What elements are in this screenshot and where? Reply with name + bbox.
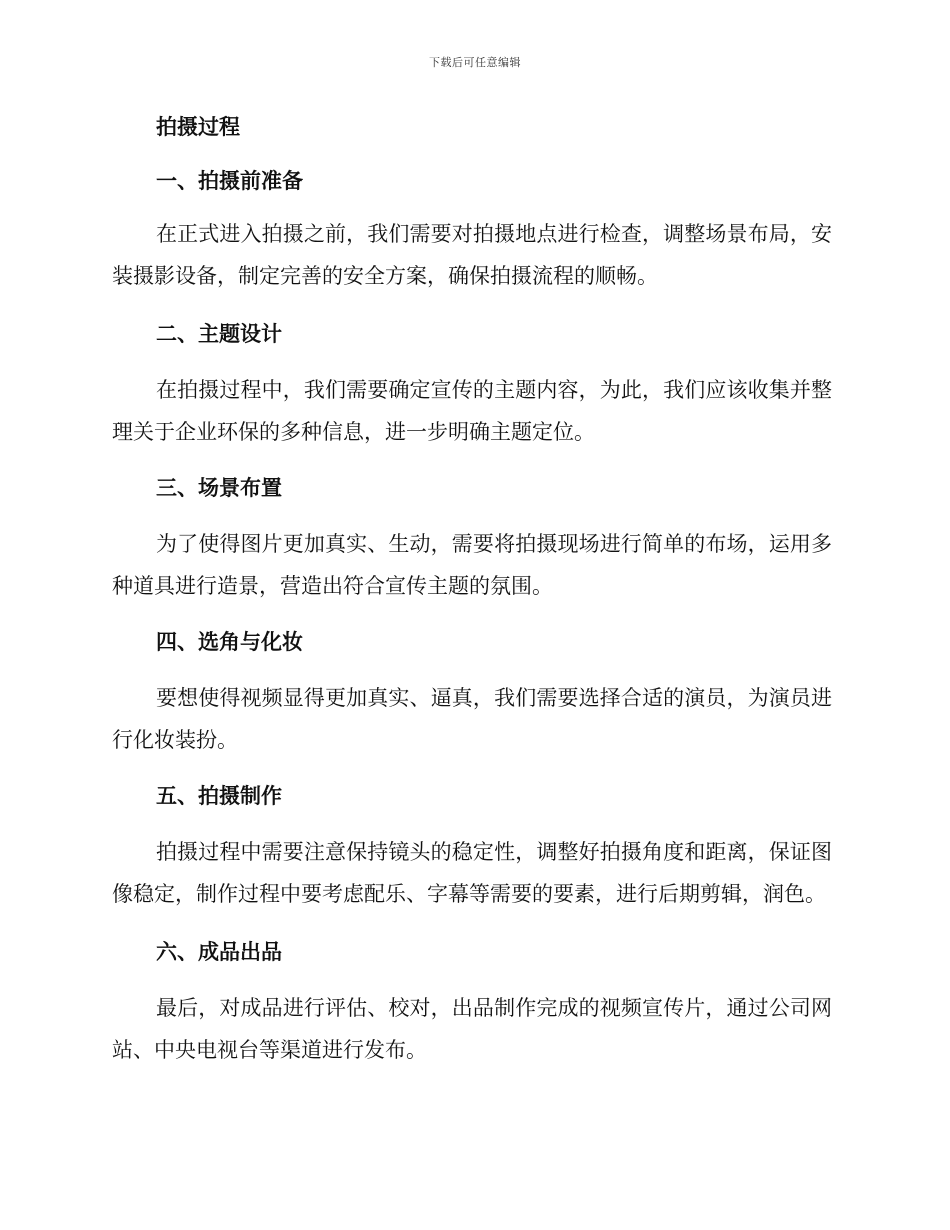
section-paragraph-5: 拍摄过程中需要注意保持镜头的稳定性，调整好拍摄角度和距离，保证图像稳定，制作过程中要考虑配乐、字幕等需要的要素，进行后期剪辑，润色。 bbox=[112, 840, 832, 906]
page-header-note: 下载后可任意编辑 bbox=[429, 56, 521, 69]
document-title: 拍摄过程 bbox=[156, 115, 240, 139]
section-paragraph-6: 最后，对成品进行评估、校对，出品制作完成的视频宣传片，通过公司网站、中央电视台等渠道进行发布。 bbox=[112, 996, 832, 1062]
section-heading-6: 六、成品出品 bbox=[156, 939, 282, 964]
document-body bbox=[112, 110, 832, 1071]
section-heading-2: 二、主题设计 bbox=[156, 321, 282, 346]
section-paragraph-1: 在正式进入拍摄之前，我们需要对拍摄地点进行检查，调整场景布局，安装摄影设备，制定完善的安全方案，确保拍摄流程的顺畅。 bbox=[112, 222, 832, 288]
section-paragraph-3: 为了使得图片更加真实、生动，需要将拍摄现场进行简单的布场，运用多种道具进行造景，营造出符合宣传主题的氛围。 bbox=[112, 532, 832, 598]
section-heading-3: 三、场景布置 bbox=[156, 475, 282, 500]
section-heading-4: 四、选角与化妆 bbox=[156, 629, 303, 654]
section-heading-5: 五、拍摄制作 bbox=[156, 783, 282, 808]
section-paragraph-4: 要想使得视频显得更加真实、逼真，我们需要选择合适的演员，为演员进行化妆装扮。 bbox=[112, 686, 832, 752]
section-paragraph-2: 在拍摄过程中，我们需要确定宣传的主题内容，为此，我们应该收集并整理关于企业环保的多种信息，进一步明确主题定位。 bbox=[112, 378, 832, 444]
section-heading-1: 一、拍摄前准备 bbox=[156, 168, 303, 193]
